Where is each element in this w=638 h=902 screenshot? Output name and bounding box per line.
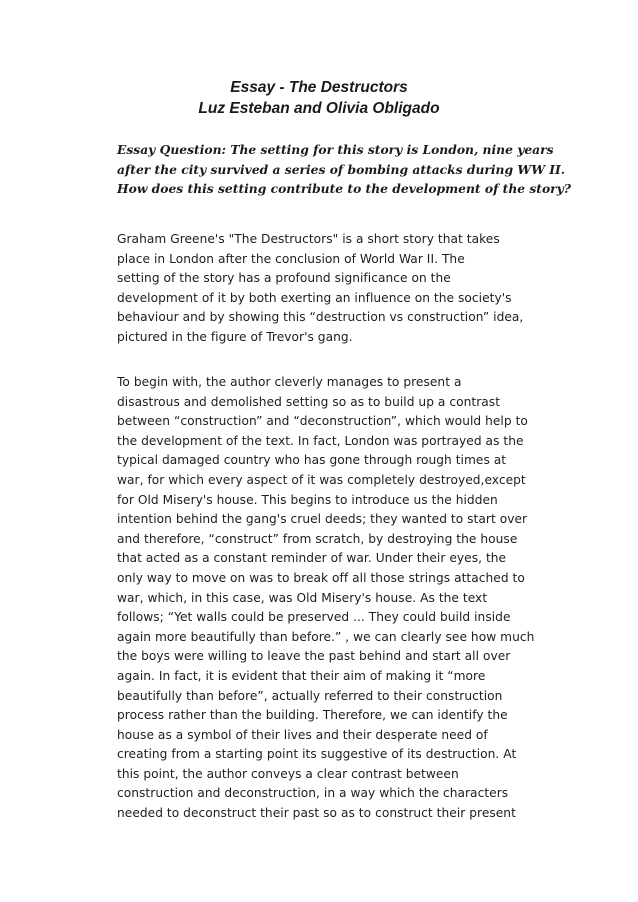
paragraph-line: process rather than the building. Therefore, we can identify the bbox=[117, 708, 508, 723]
paragraph-line: only way to move on was to break off all those strings attached to bbox=[117, 570, 525, 585]
paragraph-line: the development of the text. In fact, London was portrayed as the bbox=[117, 433, 524, 448]
paragraph-line: the boys were willing to leave the past behind and start all over bbox=[117, 649, 511, 664]
question-line: How does this setting contribute to the development of the story? bbox=[117, 181, 572, 196]
paragraph-line: creating from a starting point its suggestive of its destruction. At bbox=[117, 747, 517, 762]
paragraph-line: behaviour and by showing this “destruction vs construction” idea, bbox=[117, 310, 524, 325]
paragraph-introduction bbox=[117, 230, 587, 348]
paragraph-line: development of it by both exerting an influence on the society's bbox=[117, 290, 512, 305]
paragraph-line: setting of the story has a profound significance on the bbox=[117, 271, 451, 286]
paragraph-line: needed to deconstruct their past so as to construct their present bbox=[117, 806, 516, 821]
paragraph-line: To begin with, the author cleverly manages to present a bbox=[117, 375, 462, 389]
paragraph-line: typical damaged country who has gone through rough times at bbox=[117, 453, 507, 468]
paragraph-line: that acted as a constant reminder of war. Under their eyes, the bbox=[117, 551, 507, 566]
essay-question bbox=[117, 140, 587, 199]
paragraph-line: pictured in the figure of Trevor's gang. bbox=[117, 329, 353, 344]
paragraph-line: intention behind the gang's cruel deeds; they wanted to start over bbox=[117, 512, 528, 527]
paragraph-line: again more beautifully than before.” , we can clearly see how much bbox=[117, 629, 535, 644]
question-line: Essay Question: The setting for this story is London, nine years bbox=[117, 142, 554, 157]
paragraph-line: war, for which every aspect of it was completely destroyed,except bbox=[117, 472, 526, 487]
paragraph-line: house as a symbol of their lives and their desperate need of bbox=[117, 727, 488, 742]
essay-authors: Luz Esteban and Olivia Obligado bbox=[198, 100, 440, 117]
paragraph-line: and therefore, “construct” from scratch, by destroying the house bbox=[117, 531, 518, 546]
paragraph-line: construction and deconstruction, in a way which the characters bbox=[117, 786, 509, 801]
paragraph-line: for Old Misery's house. This begins to introduce us the hidden bbox=[117, 492, 498, 507]
paragraph-line: again. In fact, it is evident that their aim of making it “more bbox=[117, 668, 486, 683]
paragraph-line: this point, the author conveys a clear contrast between bbox=[117, 766, 459, 781]
question-line: after the city survived a series of bombing attacks during WW II. bbox=[117, 161, 566, 177]
paragraph-line: beautifully than before”, actually referred to their construction bbox=[117, 688, 503, 703]
paragraph-body bbox=[117, 373, 587, 824]
paragraph-line: between “construction” and “deconstruction”, which would help to bbox=[117, 414, 528, 429]
paragraph-line: follows; “Yet walls could be preserved ... They could build inside bbox=[117, 610, 511, 625]
paragraph-line: place in London after the conclusion of World War II. The bbox=[117, 251, 465, 266]
paragraph-line: Graham Greene's "The Destructors" is a short story that takes bbox=[117, 232, 500, 246]
essay-title: Essay - The Destructors bbox=[230, 79, 408, 96]
paragraph-line: disastrous and demolished setting so as to build up a contrast bbox=[117, 394, 501, 409]
paragraph-line: war, which, in this case, was Old Misery's house. As the text bbox=[117, 590, 488, 605]
